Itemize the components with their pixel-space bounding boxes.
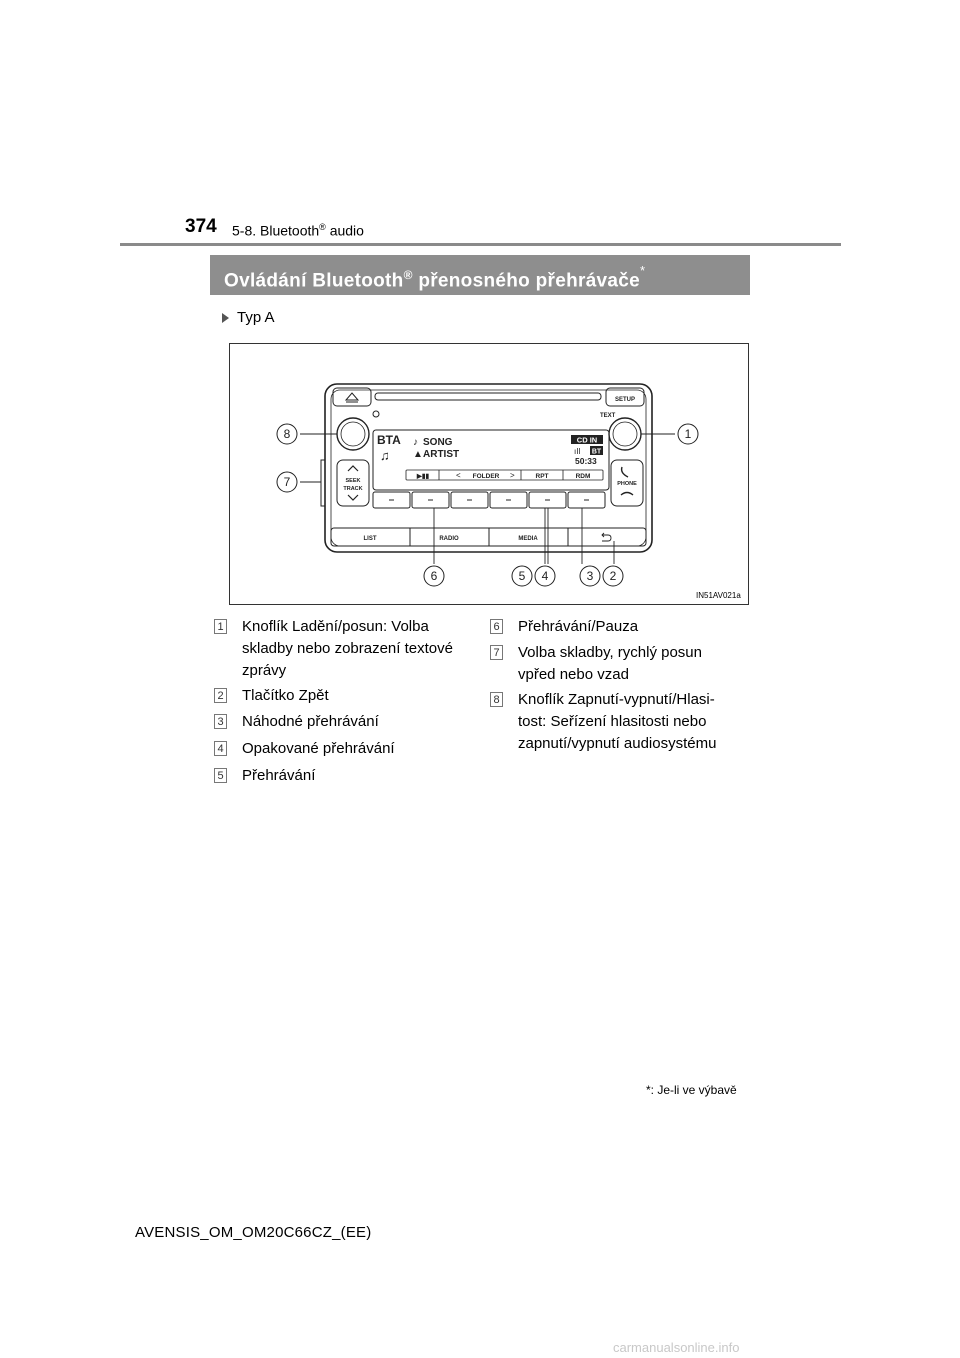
section-banner	[210, 255, 750, 295]
eject-button	[333, 388, 371, 406]
media-label: MEDIA	[518, 536, 538, 542]
phone-label: PHONE	[617, 481, 637, 487]
rpt-label: RPT	[535, 473, 549, 480]
item-line: skladby nebo zobrazení textové	[242, 640, 453, 657]
item-text: Přehrávání	[242, 767, 316, 784]
track-label: TRACK	[343, 486, 363, 492]
item-number: 8	[490, 692, 503, 707]
callout-6-label: 6	[430, 569, 438, 583]
item-number: 1	[214, 619, 227, 634]
radio-label: RADIO	[439, 536, 459, 542]
item-number: 7	[490, 645, 503, 660]
item-line: Volba skladby, rychlý posun	[518, 644, 702, 661]
item-text	[518, 689, 758, 755]
tune-knob	[609, 418, 641, 450]
svg-text:>: >	[510, 471, 515, 480]
banner-title-suffix: přenosného přehrávače	[412, 270, 641, 292]
item-line: vpřed nebo vzad	[518, 666, 629, 683]
triangle-bullet-icon	[222, 313, 229, 323]
banner-reg: ®	[403, 268, 413, 282]
item-number: 2	[214, 688, 227, 703]
header-rule	[120, 243, 841, 246]
cd-in-label: CD IN	[576, 435, 598, 445]
type-label	[222, 309, 275, 326]
list-label: LIST	[363, 536, 377, 542]
type-label-text: Typ A	[237, 309, 275, 326]
section-prefix: 5-8. Bluetooth	[232, 222, 320, 239]
document-id: AVENSIS_OM_OM20C66CZ_(EE)	[135, 1224, 372, 1241]
artist-label: ARTIST	[423, 449, 460, 460]
callout-1-label: 1	[684, 427, 692, 441]
footnote	[646, 1083, 737, 1097]
eject-icon	[346, 393, 358, 400]
item-number: 4	[214, 741, 227, 756]
item-text: Opakované přehrávání	[242, 740, 395, 757]
function-bar	[406, 470, 603, 480]
item-line: Knoflík Ladění/posun: Volba	[242, 618, 429, 635]
hangup-icon	[621, 493, 633, 496]
song-label: SONG	[423, 437, 453, 448]
footnote-asterisk: *	[646, 1083, 651, 1097]
item-line: zprávy	[242, 662, 287, 679]
banner-title-prefix: Ovládání Bluetooth	[224, 270, 404, 292]
footnote-text: : Je-li ve výbavě	[650, 1083, 737, 1097]
callout-5-label: 5	[518, 569, 526, 583]
item-line: Knoflík Zapnutí-vypnutí/Hlasi-	[518, 691, 715, 708]
play-pause-label: ▶▮▮	[416, 473, 430, 480]
item-line: zapnutí/vypnutí audiosystému	[518, 735, 717, 752]
item-number: 3	[214, 714, 227, 729]
phone-icon	[622, 467, 628, 477]
item-number: 6	[490, 619, 503, 634]
folder-label: FOLDER	[472, 473, 500, 480]
rdm-label: RDM	[575, 473, 591, 480]
svg-text:<: <	[456, 471, 461, 480]
back-icon	[602, 533, 611, 541]
audio-unit-figure	[229, 343, 749, 605]
asterisk-mark: *	[640, 263, 646, 278]
unit-body	[325, 384, 652, 552]
power-icon	[373, 411, 379, 417]
section-title	[232, 222, 364, 239]
signal-icon: ıIl	[574, 447, 581, 456]
watermark: carmanualsonline.info	[613, 1340, 740, 1355]
music-note-icon: ♫	[380, 448, 390, 463]
item-text: Náhodné přehrávání	[242, 713, 379, 730]
svg-text:▲: ▲	[413, 449, 423, 460]
item-number: 5	[214, 768, 227, 783]
item-text	[242, 616, 487, 682]
volume-knob	[337, 418, 369, 450]
bt-label: BT	[591, 448, 602, 456]
section-reg: ®	[319, 222, 326, 232]
unit-bezel	[331, 390, 646, 546]
svg-text:♪: ♪	[413, 437, 418, 448]
text-label: TEXT	[600, 413, 616, 419]
seek-label: SEEK	[345, 478, 361, 484]
callout-3-label: 3	[586, 569, 594, 583]
page-number: 374	[185, 216, 217, 237]
time-label: 50:33	[575, 456, 597, 466]
callout-4-label: 4	[541, 569, 549, 583]
callout-8-label: 8	[283, 427, 291, 441]
figure-code: IN51AV021a	[696, 591, 741, 600]
item-text: Tlačítko Zpět	[242, 687, 329, 704]
item-text	[518, 642, 758, 686]
cd-slot	[375, 393, 601, 400]
bta-label: BTA	[377, 433, 401, 447]
item-line: tost: Seřízení hlasitosti nebo	[518, 713, 707, 730]
setup-label: SETUP	[614, 397, 636, 403]
audio-unit-illustration	[230, 344, 748, 604]
callout-2-label: 2	[609, 569, 617, 583]
item-text: Přehrávání/Pauza	[518, 618, 639, 635]
callout-7-label: 7	[283, 475, 291, 489]
section-suffix: audio	[325, 222, 364, 239]
